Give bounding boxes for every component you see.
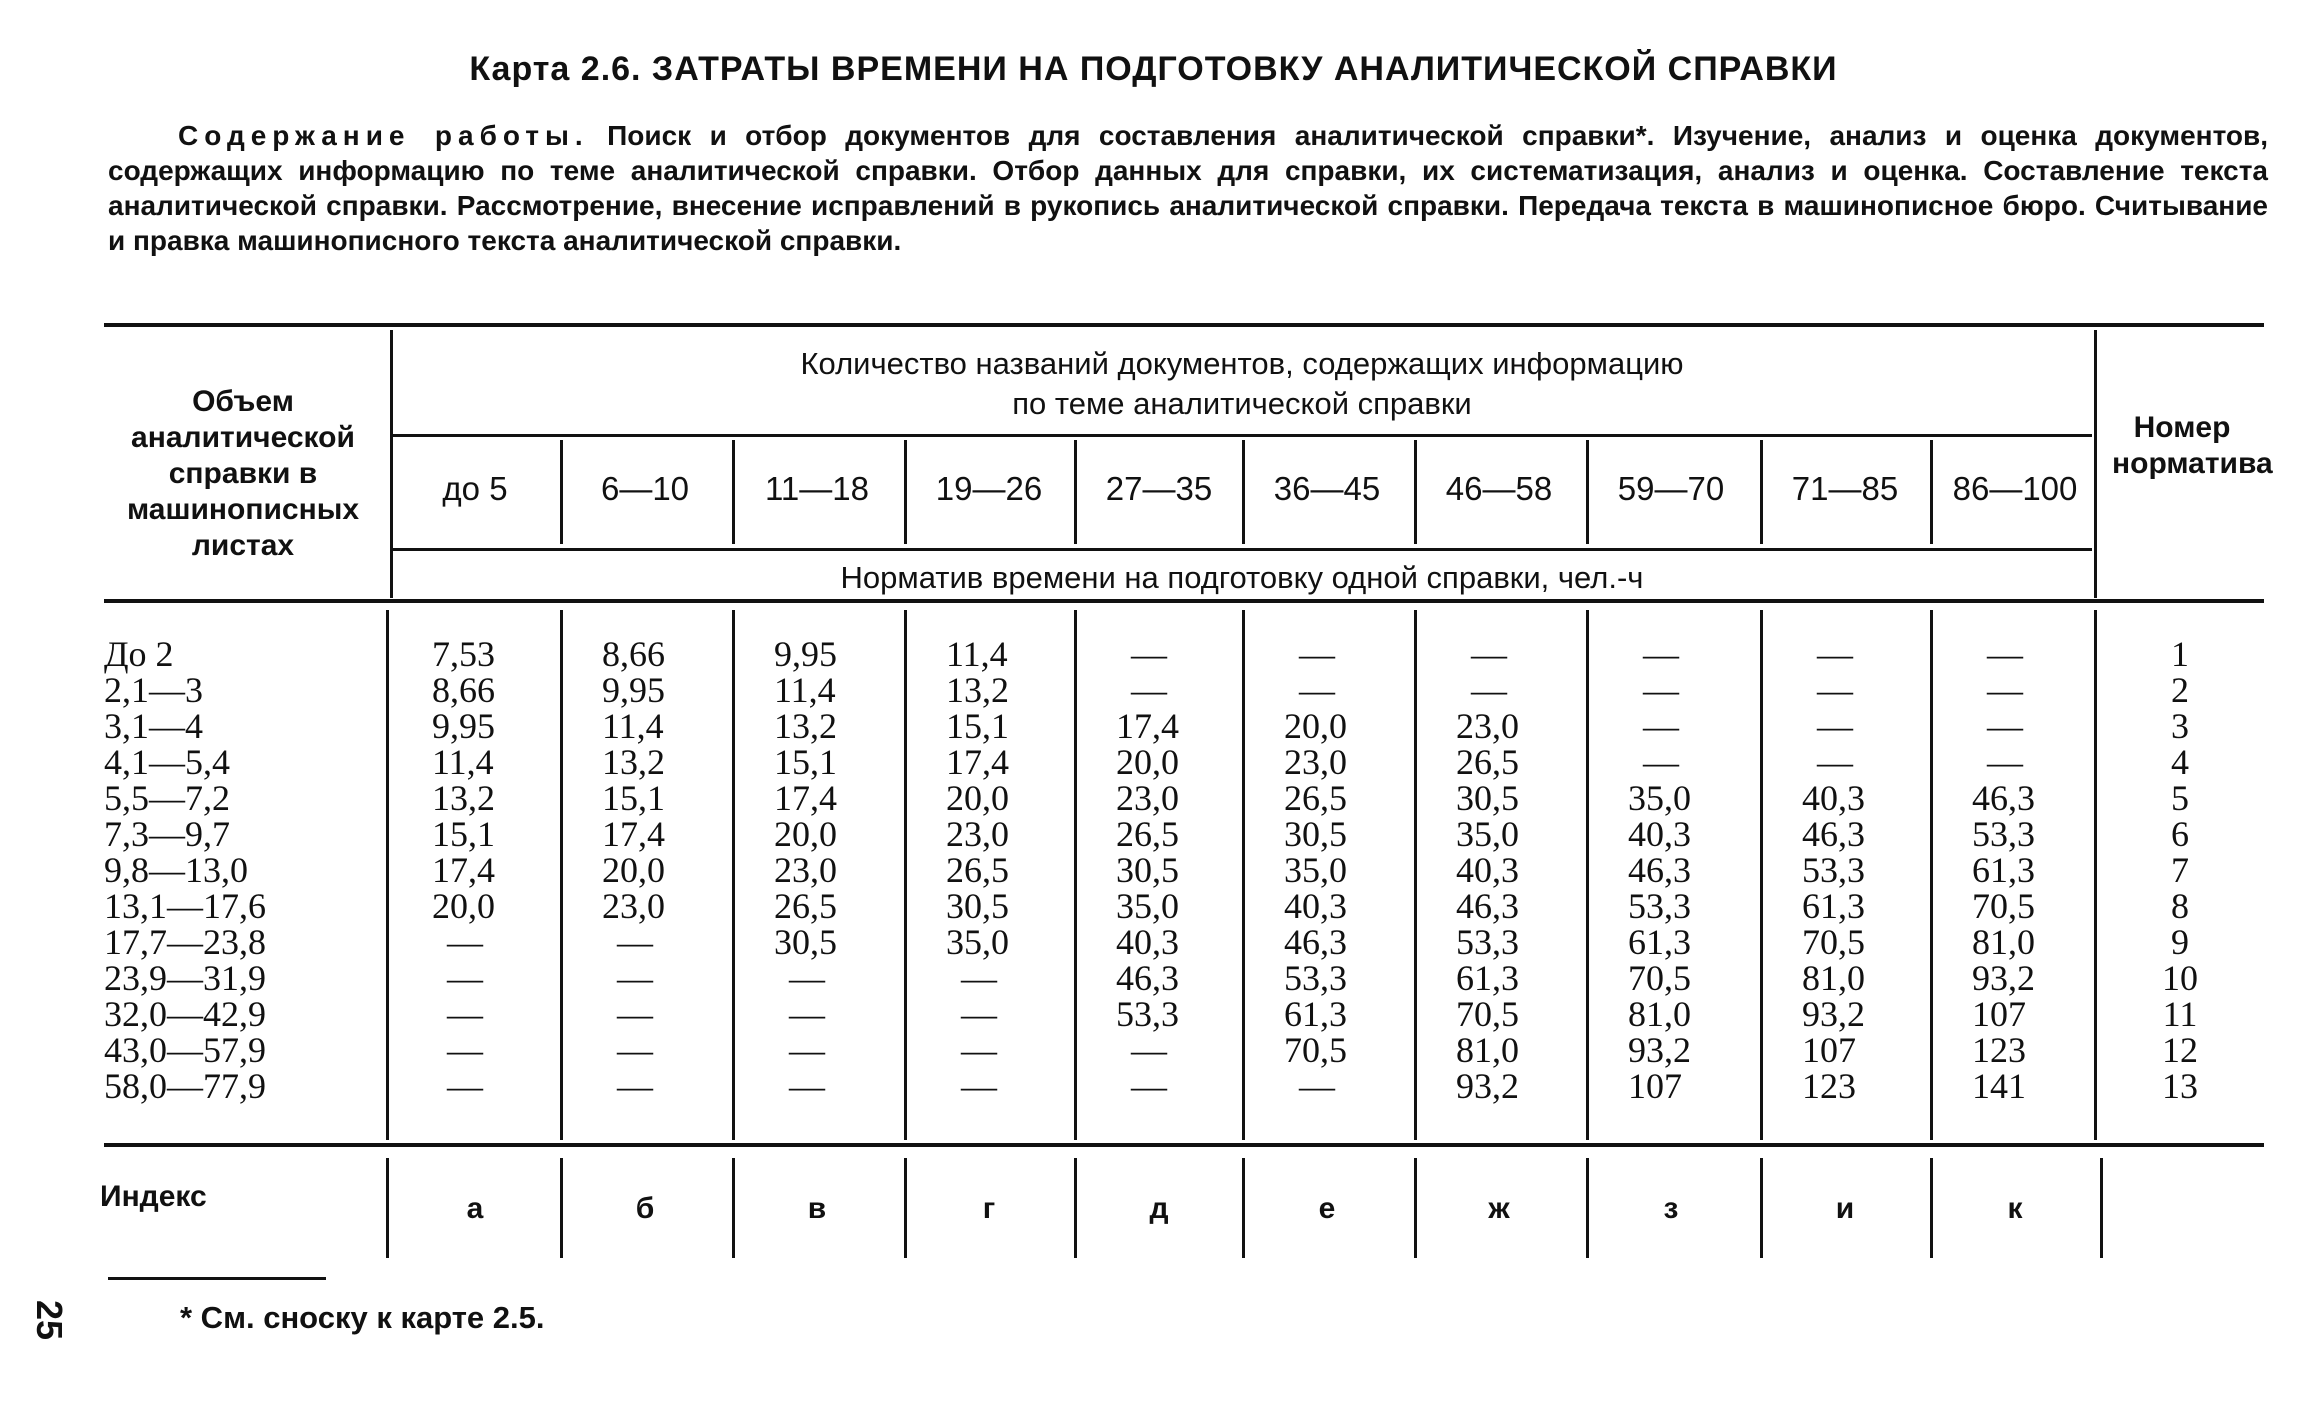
table-cell: 35,0: [1284, 850, 1347, 890]
table-cell: 20,0: [774, 814, 837, 854]
table-cell: 17,4: [602, 814, 665, 854]
index-value: е: [1318, 1192, 1336, 1225]
table-cell: —: [961, 994, 997, 1034]
table-cell: 7,53: [432, 634, 495, 674]
norm-number: 12: [2162, 1030, 2198, 1070]
table-cell: 15,1: [602, 778, 665, 818]
table-cell: 26,5: [1284, 778, 1347, 818]
table-cell: —: [961, 958, 997, 998]
footnote: * См. сноску к карте 2.5.: [180, 1300, 545, 1335]
table-cell: 23,0: [602, 886, 665, 926]
norm-number: 3: [2171, 706, 2189, 746]
norm-header-rule: [392, 548, 2092, 551]
page-title: Карта 2.6. ЗАТРАТЫ ВРЕМЕНИ НА ПОДГОТОВКУ АНАЛИТИЧЕСКОЙ СПРАВКИ: [469, 50, 1838, 88]
table-cell: 20,0: [1284, 706, 1347, 746]
table-cell: —: [1131, 670, 1167, 710]
row-label: 9,8—13,0: [104, 850, 248, 890]
column-separator: [1586, 610, 1589, 1140]
table-cell: —: [447, 1066, 483, 1106]
table-cell: —: [961, 1066, 997, 1106]
table-cell: 46,3: [1284, 922, 1347, 962]
column-separator: [1414, 610, 1417, 1140]
row-label: До 2: [104, 634, 174, 674]
table-cell: 70,5: [1628, 958, 1691, 998]
table-cell: 53,3: [1456, 922, 1519, 962]
norm-number: 2: [2171, 670, 2189, 710]
table-header-rule: [104, 599, 2264, 603]
row-label: 2,1—3: [104, 670, 203, 710]
index-label: Индекс: [100, 1180, 207, 1213]
table-cell: 30,5: [774, 922, 837, 962]
table-cell: —: [1987, 706, 2023, 746]
header-separator: [2094, 330, 2097, 598]
table-cell: 17,4: [946, 742, 1009, 782]
table-cell: 26,5: [1456, 742, 1519, 782]
table-cell: 61,3: [1456, 958, 1519, 998]
index-value: ж: [1488, 1192, 1510, 1225]
work-description-lead: Содержание работы.: [178, 120, 589, 151]
row-label: 23,9—31,9: [104, 958, 266, 998]
table-cell: 8,66: [602, 634, 665, 674]
table-cell: —: [789, 1030, 825, 1070]
table-cell: 13,2: [602, 742, 665, 782]
column-separator: [2094, 610, 2097, 1140]
table-cell: 11,4: [432, 742, 494, 782]
index-value: д: [1149, 1192, 1169, 1225]
index-value: а: [466, 1192, 484, 1225]
norm-number: 13: [2162, 1066, 2198, 1106]
table-cell: 9,95: [602, 670, 665, 710]
norm-number: 10: [2162, 958, 2198, 998]
table-cell: 53,3: [1972, 814, 2035, 854]
table-cell: —: [1643, 670, 1679, 710]
table-cell: 70,5: [1802, 922, 1865, 962]
table-cell: 40,3: [1284, 886, 1347, 926]
number-header: Номер норматива: [2112, 411, 2273, 480]
table-cell: 23,0: [1284, 742, 1347, 782]
table-cell: —: [1131, 1030, 1167, 1070]
table-cell: —: [617, 994, 653, 1034]
column-separator: [732, 610, 735, 1140]
table-cell: 123: [1972, 1030, 2026, 1070]
table-cell: 107: [1972, 994, 2026, 1034]
table-cell: 70,5: [1972, 886, 2035, 926]
row-label: 7,3—9,7: [104, 814, 230, 854]
table-cell: —: [1987, 634, 2023, 674]
table-cell: 30,5: [1456, 778, 1519, 818]
table-cell: 61,3: [1628, 922, 1691, 962]
table-cell: —: [617, 1066, 653, 1106]
norm-number: 9: [2171, 922, 2189, 962]
column-header: 27—35: [1105, 470, 1213, 507]
table-cell: 35,0: [946, 922, 1009, 962]
table-cell: 35,0: [1456, 814, 1519, 854]
table-cell: 23,0: [946, 814, 1009, 854]
index-separator: [2100, 1158, 2103, 1258]
table-cell: 46,3: [1456, 886, 1519, 926]
table-cell: 15,1: [946, 706, 1009, 746]
row-label: 17,7—23,8: [104, 922, 266, 962]
table-cell: 26,5: [1116, 814, 1179, 854]
table-cell: 30,5: [1284, 814, 1347, 854]
table-cell: 46,3: [1972, 778, 2035, 818]
norm-number: 11: [2162, 994, 2198, 1034]
table-cell: —: [447, 994, 483, 1034]
table-cell: —: [1817, 742, 1853, 782]
table-cell: —: [1299, 1066, 1335, 1106]
table-cell: 26,5: [774, 886, 837, 926]
column-header-rule: [392, 434, 2092, 437]
table-cell: 40,3: [1456, 850, 1519, 890]
table-cell: 20,0: [602, 850, 665, 890]
table-cell: 81,0: [1456, 1030, 1519, 1070]
table-cell: 9,95: [432, 706, 495, 746]
table-cell: —: [447, 958, 483, 998]
table-cell: 81,0: [1802, 958, 1865, 998]
table-cell: 15,1: [774, 742, 837, 782]
group-header-line1: Количество названий документов, содержащих информацию: [800, 346, 1684, 381]
norm-number: 4: [2171, 742, 2189, 782]
table-cell: 93,2: [1456, 1066, 1519, 1106]
table-cell: 61,3: [1802, 886, 1865, 926]
table-cell: —: [961, 1030, 997, 1070]
norm-number: 6: [2171, 814, 2189, 854]
table-cell: —: [447, 922, 483, 962]
table-cell: —: [1299, 670, 1335, 710]
table-cell: —: [1817, 706, 1853, 746]
row-label: 58,0—77,9: [104, 1066, 266, 1106]
table-cell: 9,95: [774, 634, 837, 674]
table-cell: —: [1643, 706, 1679, 746]
column-separator: [560, 610, 563, 1140]
column-separator: [386, 610, 389, 1140]
table-cell: —: [617, 958, 653, 998]
table-cell: —: [1987, 670, 2023, 710]
table-cell: 13,2: [946, 670, 1009, 710]
table-cell: —: [1817, 634, 1853, 674]
column-header: до 5: [442, 470, 508, 507]
row-label: 3,1—4: [104, 706, 203, 746]
column-header: 71—85: [1791, 470, 1899, 507]
table-cell: —: [447, 1030, 483, 1070]
table-cell: 13,2: [432, 778, 495, 818]
table-cell: 107: [1802, 1030, 1856, 1070]
table-cell: 93,2: [1972, 958, 2035, 998]
table-cell: 61,3: [1284, 994, 1347, 1034]
table-cell: 35,0: [1628, 778, 1691, 818]
table-cell: 26,5: [946, 850, 1009, 890]
table-cell: 70,5: [1456, 994, 1519, 1034]
table-cell: 107: [1628, 1066, 1682, 1106]
table-cell: —: [789, 994, 825, 1034]
table-cell: 46,3: [1628, 850, 1691, 890]
table-cell: 13,2: [774, 706, 837, 746]
column-header: 86—100: [1952, 470, 2078, 507]
index-value: з: [1663, 1192, 1679, 1225]
table-cell: 40,3: [1116, 922, 1179, 962]
norm-number: 8: [2171, 886, 2189, 926]
table-cell: 20,0: [946, 778, 1009, 818]
table-cell: 53,3: [1284, 958, 1347, 998]
table-cell: 70,5: [1284, 1030, 1347, 1070]
table-cell: 17,4: [774, 778, 837, 818]
table-cell: —: [789, 958, 825, 998]
table-cell: —: [789, 1066, 825, 1106]
column-header: 19—26: [935, 470, 1043, 507]
table-cell: 46,3: [1802, 814, 1865, 854]
table-cell: 40,3: [1802, 778, 1865, 818]
norm-number: 1: [2171, 634, 2189, 674]
table-cell: 93,2: [1802, 994, 1865, 1034]
column-header: 59—70: [1617, 470, 1725, 507]
table-cell: 11,4: [602, 706, 664, 746]
table-cell: 20,0: [1116, 742, 1179, 782]
table-cell: —: [1471, 670, 1507, 710]
table-cell: —: [617, 1030, 653, 1070]
table-cell: 23,0: [774, 850, 837, 890]
table-body-rule: [104, 1143, 2264, 1147]
table-cell: 17,4: [1116, 706, 1179, 746]
table-cell: 53,3: [1802, 850, 1865, 890]
table-cell: 61,3: [1972, 850, 2035, 890]
index-value: б: [635, 1192, 655, 1225]
table-cell: 35,0: [1116, 886, 1179, 926]
table-cell: —: [1131, 634, 1167, 674]
table-cell: 23,0: [1116, 778, 1179, 818]
table-cell: 17,4: [432, 850, 495, 890]
table-cell: 123: [1802, 1066, 1856, 1106]
table-cell: 30,5: [1116, 850, 1179, 890]
column-header: 36—45: [1273, 470, 1381, 507]
table-cell: —: [1643, 634, 1679, 674]
row-label: 32,0—42,9: [104, 994, 266, 1034]
table-cell: —: [1471, 634, 1507, 674]
table-cell: 40,3: [1628, 814, 1691, 854]
column-separator: [1760, 610, 1763, 1140]
table-cell: —: [1131, 1066, 1167, 1106]
page-number: 25: [29, 1300, 70, 1341]
table-cell: 23,0: [1456, 706, 1519, 746]
row-label: 4,1—5,4: [104, 742, 230, 782]
index-separator: [386, 1158, 389, 1258]
table-top-rule: [104, 323, 2264, 327]
table-cell: —: [617, 922, 653, 962]
table-cell: 11,4: [946, 634, 1008, 674]
table-cell: —: [1643, 742, 1679, 782]
column-separator: [1242, 610, 1245, 1140]
footnote-rule: [108, 1277, 326, 1280]
row-label: 43,0—57,9: [104, 1030, 266, 1070]
table-cell: —: [1817, 670, 1853, 710]
table-cell: 81,0: [1972, 922, 2035, 962]
group-header-line2: по теме аналитической справки: [1012, 386, 1472, 421]
work-description: [108, 118, 2268, 258]
row-label: 13,1—17,6: [104, 886, 266, 926]
table-cell: 53,3: [1116, 994, 1179, 1034]
norm-number: 5: [2171, 778, 2189, 818]
norm-number: 7: [2171, 850, 2189, 890]
index-value: и: [1835, 1192, 1855, 1225]
work-description-text: Поиск и отбор документов для составления аналитической справки*. Изучение, анализ и оценка документов, содержащих информацию по теме аналитической справки. Отбор данных для справки, их систематизация, анализ и оценка. Составление текста аналитической справки. Рассмотрение, внесение исправлений в рукопись аналитической справки. Передача текста в машинописное бюро. Считывание и правка машинописного текста аналитической справки.: [108, 120, 2269, 256]
table-cell: 93,2: [1628, 1030, 1691, 1070]
table-cell: —: [1299, 634, 1335, 674]
index-value: г: [982, 1192, 996, 1225]
index-value: в: [807, 1192, 827, 1225]
table-cell: 53,3: [1628, 886, 1691, 926]
index-value: к: [2007, 1192, 2023, 1225]
column-separator: [1074, 610, 1077, 1140]
table-cell: 8,66: [432, 670, 495, 710]
table-cell: 81,0: [1628, 994, 1691, 1034]
column-separator: [904, 610, 907, 1140]
table-cell: 20,0: [432, 886, 495, 926]
row-header: Объем аналитической справки в машинописных листах: [126, 385, 360, 562]
table-cell: 141: [1972, 1066, 2026, 1106]
column-header: 46—58: [1445, 470, 1553, 507]
norm-header: Норматив времени на подготовку одной справки, чел.-ч: [840, 560, 1644, 595]
table-cell: 11,4: [774, 670, 836, 710]
row-label: 5,5—7,2: [104, 778, 230, 818]
column-separator: [1930, 610, 1933, 1140]
table-cell: 30,5: [946, 886, 1009, 926]
table-cell: —: [1987, 742, 2023, 782]
column-header: 6—10: [600, 470, 690, 507]
column-header: 11—18: [765, 470, 869, 507]
table-cell: 15,1: [432, 814, 495, 854]
table-cell: 46,3: [1116, 958, 1179, 998]
